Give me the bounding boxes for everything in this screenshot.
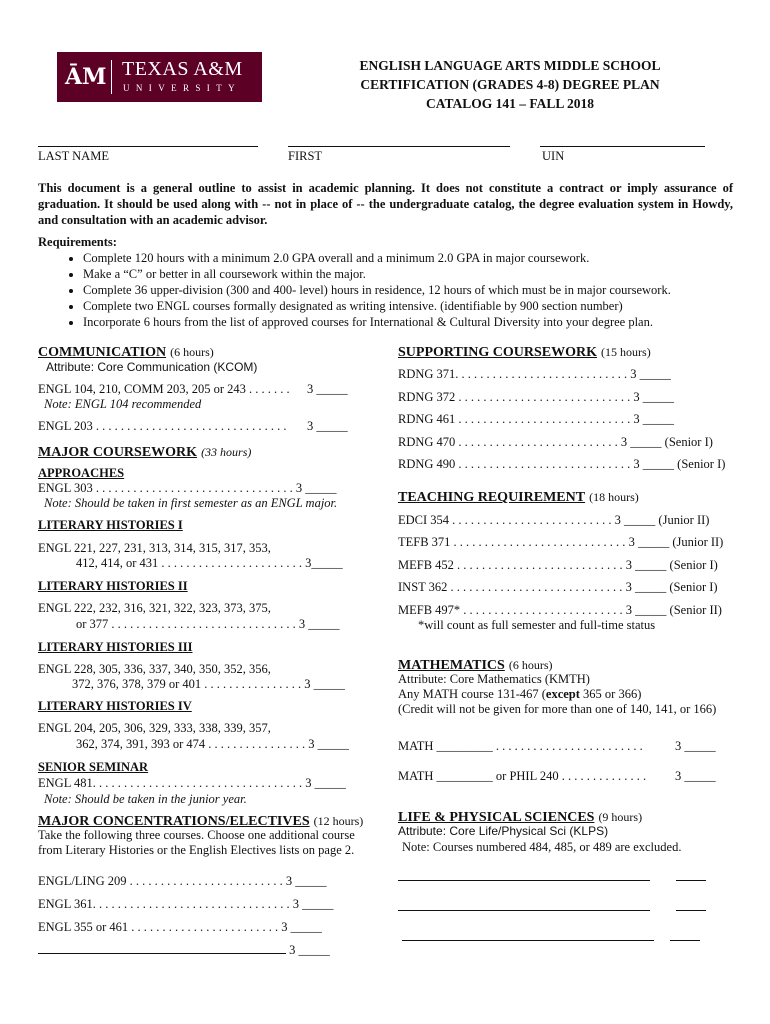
- teaching-course-row: [398, 558, 718, 573]
- supporting-course-row: [398, 457, 725, 472]
- life-title: LIFE & PHYSICAL SCIENCES: [398, 810, 595, 825]
- requirement-item: • Complete two ENGL courses formally designated as writing intensive. (identifiable by 900 section number): [83, 298, 738, 314]
- document-title: [320, 56, 700, 113]
- tamu-logo: [57, 52, 262, 102]
- concentrations-desc-2: from Literary Histories or the English Electives lists on page 2.: [38, 843, 355, 857]
- last-name-label: LAST NAME: [38, 149, 109, 163]
- communication-course-1: ENGL 104, 210, COMM 203, 205 or 243 . . . . . . .: [38, 382, 290, 396]
- teaching-course-row: [398, 580, 718, 595]
- course-term: (Senior I): [669, 558, 718, 572]
- lit-hist-4-heading: LITERARY HISTORIES IV: [38, 699, 192, 713]
- concentrations-course-4: [38, 943, 330, 958]
- uin-label: UIN: [542, 149, 565, 163]
- course-hours[interactable]: 3 _____: [633, 457, 675, 471]
- communication-heading: [38, 343, 214, 361]
- elective-blank[interactable]: [38, 943, 286, 954]
- major-heading: [38, 443, 251, 461]
- teaching-title: TEACHING REQUIREMENT: [398, 490, 586, 505]
- supporting-title: SUPPORTING COURSEWORK: [398, 345, 598, 360]
- concentrations-title: MAJOR CONCENTRATIONS/ELECTIVES: [38, 814, 310, 829]
- approaches-heading: APPROACHES: [38, 466, 125, 480]
- life-hours: (9 hours): [598, 810, 643, 824]
- course-hours[interactable]: 3 _____: [628, 535, 670, 549]
- course-name: RDNG 470 . . . . . . . . . . . . . . . . . . . . . . . . . .: [398, 435, 618, 449]
- senior-seminar-note: Note: Should be taken in the junior year.: [44, 792, 247, 806]
- course-name: MEFB 497* . . . . . . . . . . . . . . . . . . . . . . . . . .: [398, 603, 623, 617]
- supporting-hours: (15 hours): [601, 345, 651, 359]
- approaches-note: Note: Should be taken in first semester as an ENGL major.: [44, 496, 338, 510]
- communication-note: Note: ENGL 104 recommended: [44, 397, 202, 411]
- concentrations-course-2: ENGL 361. . . . . . . . . . . . . . . . . . . . . . . . . . . . . . . . 3 _____: [38, 897, 334, 911]
- lit-hist-2-heading: LITERARY HISTORIES II: [38, 579, 188, 593]
- teaching-hours: (18 hours): [589, 490, 639, 504]
- concentrations-course-4-hours[interactable]: 3 _____: [289, 943, 330, 957]
- course-hours[interactable]: 3 _____: [620, 435, 662, 449]
- life-attribute: Attribute: Core Life/Physical Sci (KLPS): [398, 824, 609, 838]
- tamu-mark-icon: ĀM: [65, 64, 107, 90]
- supporting-heading: [398, 343, 651, 361]
- communication-hours: (6 hours): [170, 345, 214, 359]
- title-line1: ENGLISH LANGUAGE ARTS MIDDLE SCHOOL: [359, 58, 661, 73]
- concentrations-hours: (12 hours): [313, 814, 364, 828]
- supporting-course-row: [398, 390, 674, 405]
- life-hours-blank[interactable]: [670, 940, 700, 941]
- requirements: [38, 234, 738, 330]
- lit-hist-3-courses: ENGL 228, 305, 336, 337, 340, 350, 352, 356,: [38, 662, 271, 676]
- course-term: (Senior I): [669, 580, 718, 594]
- life-course-blank[interactable]: [398, 910, 650, 911]
- math-any-post: 365 or 366): [579, 687, 642, 701]
- course-term: (Senior I): [677, 457, 726, 471]
- course-hours[interactable]: 3 _____: [625, 558, 667, 572]
- first-name-label: FIRST: [288, 149, 323, 163]
- senior-seminar-heading: SENIOR SEMINAR: [38, 760, 149, 774]
- requirements-heading: Requirements:: [38, 235, 117, 249]
- teaching-footnote: *will count as full semester and full-time status: [418, 618, 656, 632]
- lit-hist-4-courses-2: 362, 374, 391, 393 or 474 . . . . . . . . . . . . . . . . 3 _____: [76, 737, 349, 751]
- life-note: Note: Courses numbered 484, 485, or 489 are excluded.: [402, 840, 682, 854]
- teaching-heading: [398, 488, 639, 506]
- teaching-course-row: [398, 513, 709, 528]
- intro-paragraph: This document is a general outline to assist in academic planning. It does not constitute a contract or imply assurance of graduation. It should be used along with -- not in place of -- the undergraduate catalog, the degree evaluation system in Howdy, and consultation with an academic advisor.: [38, 181, 733, 227]
- course-name: RDNG 372 . . . . . . . . . . . . . . . . . . . . . . . . . . . .: [398, 390, 631, 404]
- lit-hist-1-heading: LITERARY HISTORIES I: [38, 518, 183, 532]
- communication-course-1-hours[interactable]: 3 _____: [307, 382, 348, 396]
- teaching-course-row: [398, 603, 722, 618]
- communication-course-2: ENGL 203 . . . . . . . . . . . . . . . . . . . . . . . . . . . . . . .: [38, 419, 287, 433]
- course-hours[interactable]: 3 _____: [633, 412, 675, 426]
- math-any-pre: Any MATH course 131-467 (: [398, 687, 546, 701]
- math-any-course: [398, 687, 641, 702]
- supporting-course-row: [398, 412, 674, 427]
- life-hours-blank[interactable]: [676, 880, 706, 881]
- course-name: RDNG 461 . . . . . . . . . . . . . . . . . . . . . . . . . . . .: [398, 412, 631, 426]
- course-name: INST 362 . . . . . . . . . . . . . . . . . . . . . . . . . . . .: [398, 580, 623, 594]
- course-hours[interactable]: 3 _____: [625, 580, 667, 594]
- math-hours: (6 hours): [508, 658, 553, 672]
- life-hours-blank[interactable]: [676, 910, 706, 911]
- course-hours[interactable]: 3 _____: [630, 367, 671, 381]
- requirement-item: • Make a “C” or better in all coursework within the major.: [83, 266, 738, 282]
- lit-hist-2-courses: ENGL 222, 232, 316, 321, 322, 323, 373, 375,: [38, 601, 271, 615]
- concentrations-course-1: ENGL/LING 209 . . . . . . . . . . . . . . . . . . . . . . . . . 3 _____: [38, 874, 327, 888]
- course-name: MEFB 452 . . . . . . . . . . . . . . . . . . . . . . . . . . .: [398, 558, 623, 572]
- major-title: MAJOR COURSEWORK: [38, 445, 198, 460]
- uin-field[interactable]: [540, 146, 705, 147]
- course-name: RDNG 371. . . . . . . . . . . . . . . . . . . . . . . . . . . .: [398, 367, 628, 381]
- course-name: EDCI 354 . . . . . . . . . . . . . . . . . . . . . . . . . .: [398, 513, 612, 527]
- logo-line1: TEXAS A&M: [122, 58, 243, 80]
- lit-hist-4-courses: ENGL 204, 205, 306, 329, 333, 338, 339, 357,: [38, 721, 271, 735]
- first-name-field[interactable]: [288, 146, 510, 147]
- communication-course-2-hours[interactable]: 3 _____: [307, 419, 348, 433]
- approaches-course: ENGL 303 . . . . . . . . . . . . . . . . . . . . . . . . . . . . . . . . 3 _____: [38, 481, 337, 495]
- life-course-blank[interactable]: [402, 940, 654, 941]
- concentrations-desc-1: Take the following three courses. Choose one additional course: [38, 828, 355, 842]
- supporting-course-row: [398, 435, 713, 450]
- communication-attribute: Attribute: Core Communication (KCOM): [46, 360, 258, 374]
- lit-hist-2-courses-2: or 377 . . . . . . . . . . . . . . . . . . . . . . . . . . . . . . 3 _____: [76, 617, 340, 631]
- course-term: (Junior II): [658, 513, 710, 527]
- math-row-1-hours[interactable]: 3 _____: [675, 739, 716, 753]
- communication-title: COMMUNICATION: [38, 345, 167, 360]
- math-any-bold: except: [545, 687, 580, 701]
- major-hours: (33 hours): [201, 445, 252, 459]
- last-name-field[interactable]: [38, 146, 258, 147]
- requirement-item: • Complete 36 upper-division (300 and 400- level) hours in residence, 12 hours of which must be in major coursework.: [83, 282, 738, 298]
- course-term: (Senior I): [664, 435, 713, 449]
- concentrations-course-3: ENGL 355 or 461 . . . . . . . . . . . . . . . . . . . . . . . . 3 _____: [38, 920, 322, 934]
- title-line2: CERTIFICATION (GRADES 4-8) DEGREE PLAN: [360, 77, 660, 92]
- math-credit-note: (Credit will not be given for more than one of 140, 141, or 166): [398, 702, 717, 716]
- course-hours[interactable]: 3 _____: [625, 603, 667, 617]
- math-row-2[interactable]: MATH _________ or PHIL 240 . . . . . . . . . . . . . .: [398, 769, 647, 783]
- lit-hist-1-courses-2: 412, 414, or 431 . . . . . . . . . . . . . . . . . . . . . . . 3_____: [76, 556, 343, 570]
- course-hours[interactable]: 3 _____: [614, 513, 656, 527]
- lit-hist-3-courses-2: 372, 376, 378, 379 or 401 . . . . . . . . . . . . . . . . 3 _____: [72, 677, 345, 691]
- course-name: RDNG 490 . . . . . . . . . . . . . . . . . . . . . . . . . . . .: [398, 457, 631, 471]
- math-row-2-hours[interactable]: 3 _____: [675, 769, 716, 783]
- math-title: MATHEMATICS: [398, 658, 505, 673]
- life-course-blank[interactable]: [398, 880, 650, 881]
- math-attribute: Attribute: Core Mathematics (KMTH): [398, 672, 590, 686]
- logo-divider: [111, 60, 112, 94]
- title-line3: CATALOG 141 – FALL 2018: [425, 96, 594, 111]
- supporting-course-row: [398, 367, 671, 382]
- senior-seminar-course: ENGL 481. . . . . . . . . . . . . . . . . . . . . . . . . . . . . . . . . . 3 _____: [38, 776, 346, 790]
- lit-hist-3-heading: LITERARY HISTORIES III: [38, 640, 193, 654]
- requirement-item: • Incorporate 6 hours from the list of approved courses for International & Cultural Diversity into your degree plan.: [83, 314, 738, 330]
- math-row-1[interactable]: MATH _________ . . . . . . . . . . . . . . . . . . . . . . . .: [398, 739, 643, 753]
- course-name: TEFB 371 . . . . . . . . . . . . . . . . . . . . . . . . . . . .: [398, 535, 626, 549]
- teaching-course-row: [398, 535, 723, 550]
- logo-line2: UNIVERSITY: [123, 83, 241, 93]
- course-term: (Junior II): [672, 535, 724, 549]
- course-hours[interactable]: 3 _____: [633, 390, 675, 404]
- requirement-item: • Complete 120 hours with a minimum 2.0 GPA overall and a minimum 2.0 GPA in major coursework.: [83, 250, 738, 266]
- course-term: (Senior II): [669, 603, 722, 617]
- lit-hist-1-courses: ENGL 221, 227, 231, 313, 314, 315, 317, 353,: [38, 541, 271, 555]
